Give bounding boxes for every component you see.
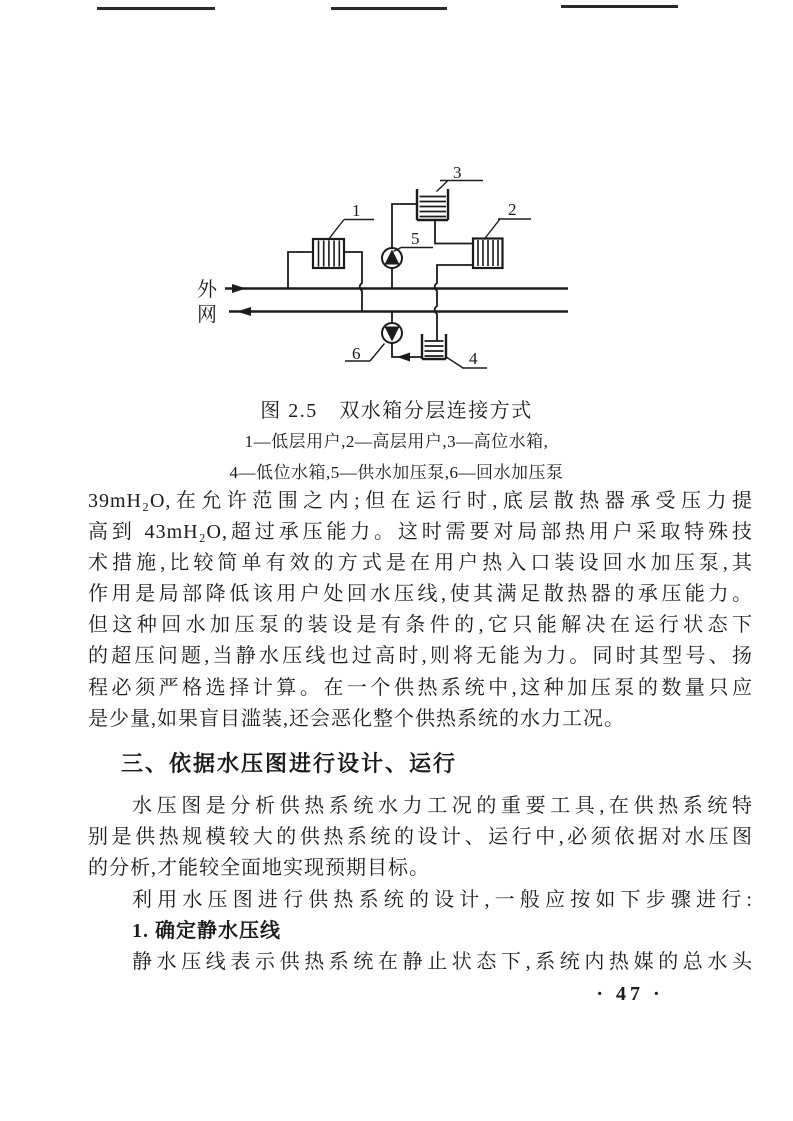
scan-artifact-dash (331, 7, 447, 10)
figure-legend-line1: 1—低层用户,2—高层用户,3—高位水箱, (244, 432, 549, 451)
part-label-1: 1 (352, 201, 361, 220)
part-label-5: 5 (411, 229, 420, 248)
figure-2-5-schematic (185, 148, 630, 388)
high-level-tank-3 (417, 189, 448, 220)
body-line: 是少量,如果盲目滥装,还会恶化整个供热系统的水力工况。 (88, 707, 625, 730)
radiator1-return-line (344, 252, 362, 312)
return-booster-pump-6 (382, 323, 402, 343)
supply-flow-arrow-icon (232, 284, 246, 293)
supply-booster-pump-5 (382, 248, 402, 268)
part-label-4: 4 (469, 349, 478, 368)
section-heading: 三、依据水压图进行设计、运行 (121, 751, 458, 776)
external-network-label-2: 网 (197, 304, 217, 326)
paragraph-3 (88, 885, 753, 978)
radiator1-supply-line (288, 252, 313, 289)
body-line: 的分析,才能较全面地实现预期目标。 (88, 857, 430, 880)
body-line: 作用是局部降低该用户处回水压线,使其满足散热器的承压能力。 (88, 583, 753, 606)
leader-4 (447, 358, 487, 369)
flow-arrows (232, 284, 410, 362)
tank3-outlet-line (435, 220, 473, 244)
body-line: 术措施,比较简单有效的方式是在用户热入口装设回水加压泵,其 (88, 552, 753, 575)
radiator2-return-line (435, 265, 473, 341)
part-label-3: 3 (453, 163, 462, 182)
body-line: 别是供热规模较大的供热系统的设计、运行中,必须依据对水压图 (88, 826, 753, 849)
subheading-line: 1. 确定静水压线 (132, 920, 281, 943)
part-label-2: 2 (508, 200, 517, 219)
body-line: 水压图是分析供热系统水力工况的重要工具,在供热系统特 (132, 795, 753, 817)
leader-6 (345, 344, 385, 362)
figure-caption: 图 2.5 双水箱分层连接方式 (260, 400, 533, 422)
body-line: 高到 43mH₂O,超过承压能力。这时需要对局部热用户采取特殊技 (88, 521, 753, 544)
page-number: · 47 · (596, 983, 664, 1005)
radiator-2 (473, 239, 503, 269)
leader-3 (437, 181, 484, 192)
body-line: 的超压问题,当静水压线也过高时,则将无能为力。同时其型号、扬 (88, 645, 753, 668)
leader-2 (484, 219, 531, 240)
scan-artifact-dash (561, 5, 678, 8)
figure-legend-line2: 4—低位水箱,5—供水加压泵,6—回水加压泵 (229, 463, 564, 482)
body-line: 静水压线表示供热系统在静止状态下,系统内热媒的总水头 (132, 951, 753, 974)
body-line: 程必须严格选择计算。在一个供热系统中,这种加压泵的数量只应 (88, 676, 753, 699)
paragraph-2 (88, 791, 753, 884)
network-pipes (225, 289, 568, 312)
leader-1 (328, 220, 374, 241)
body-line: 但这种回水加压泵的装设是有条件的,它只能解决在运行状态下 (88, 614, 753, 637)
paragraph-1 (88, 486, 753, 735)
body-line: 39mH₂O,在允许范围之内;但在运行时,底层散热器承受压力提 (88, 490, 753, 512)
radiator-1 (313, 239, 344, 268)
return-flow-arrow-icon (237, 307, 251, 316)
scan-artifact-dash (97, 7, 215, 10)
external-network-label-1: 外 (197, 279, 217, 301)
body-line: 利用水压图进行供热系统的设计,一般应按如下步骤进行: (132, 889, 753, 911)
low-level-tank-4 (422, 334, 446, 359)
part-label-6: 6 (352, 344, 361, 363)
